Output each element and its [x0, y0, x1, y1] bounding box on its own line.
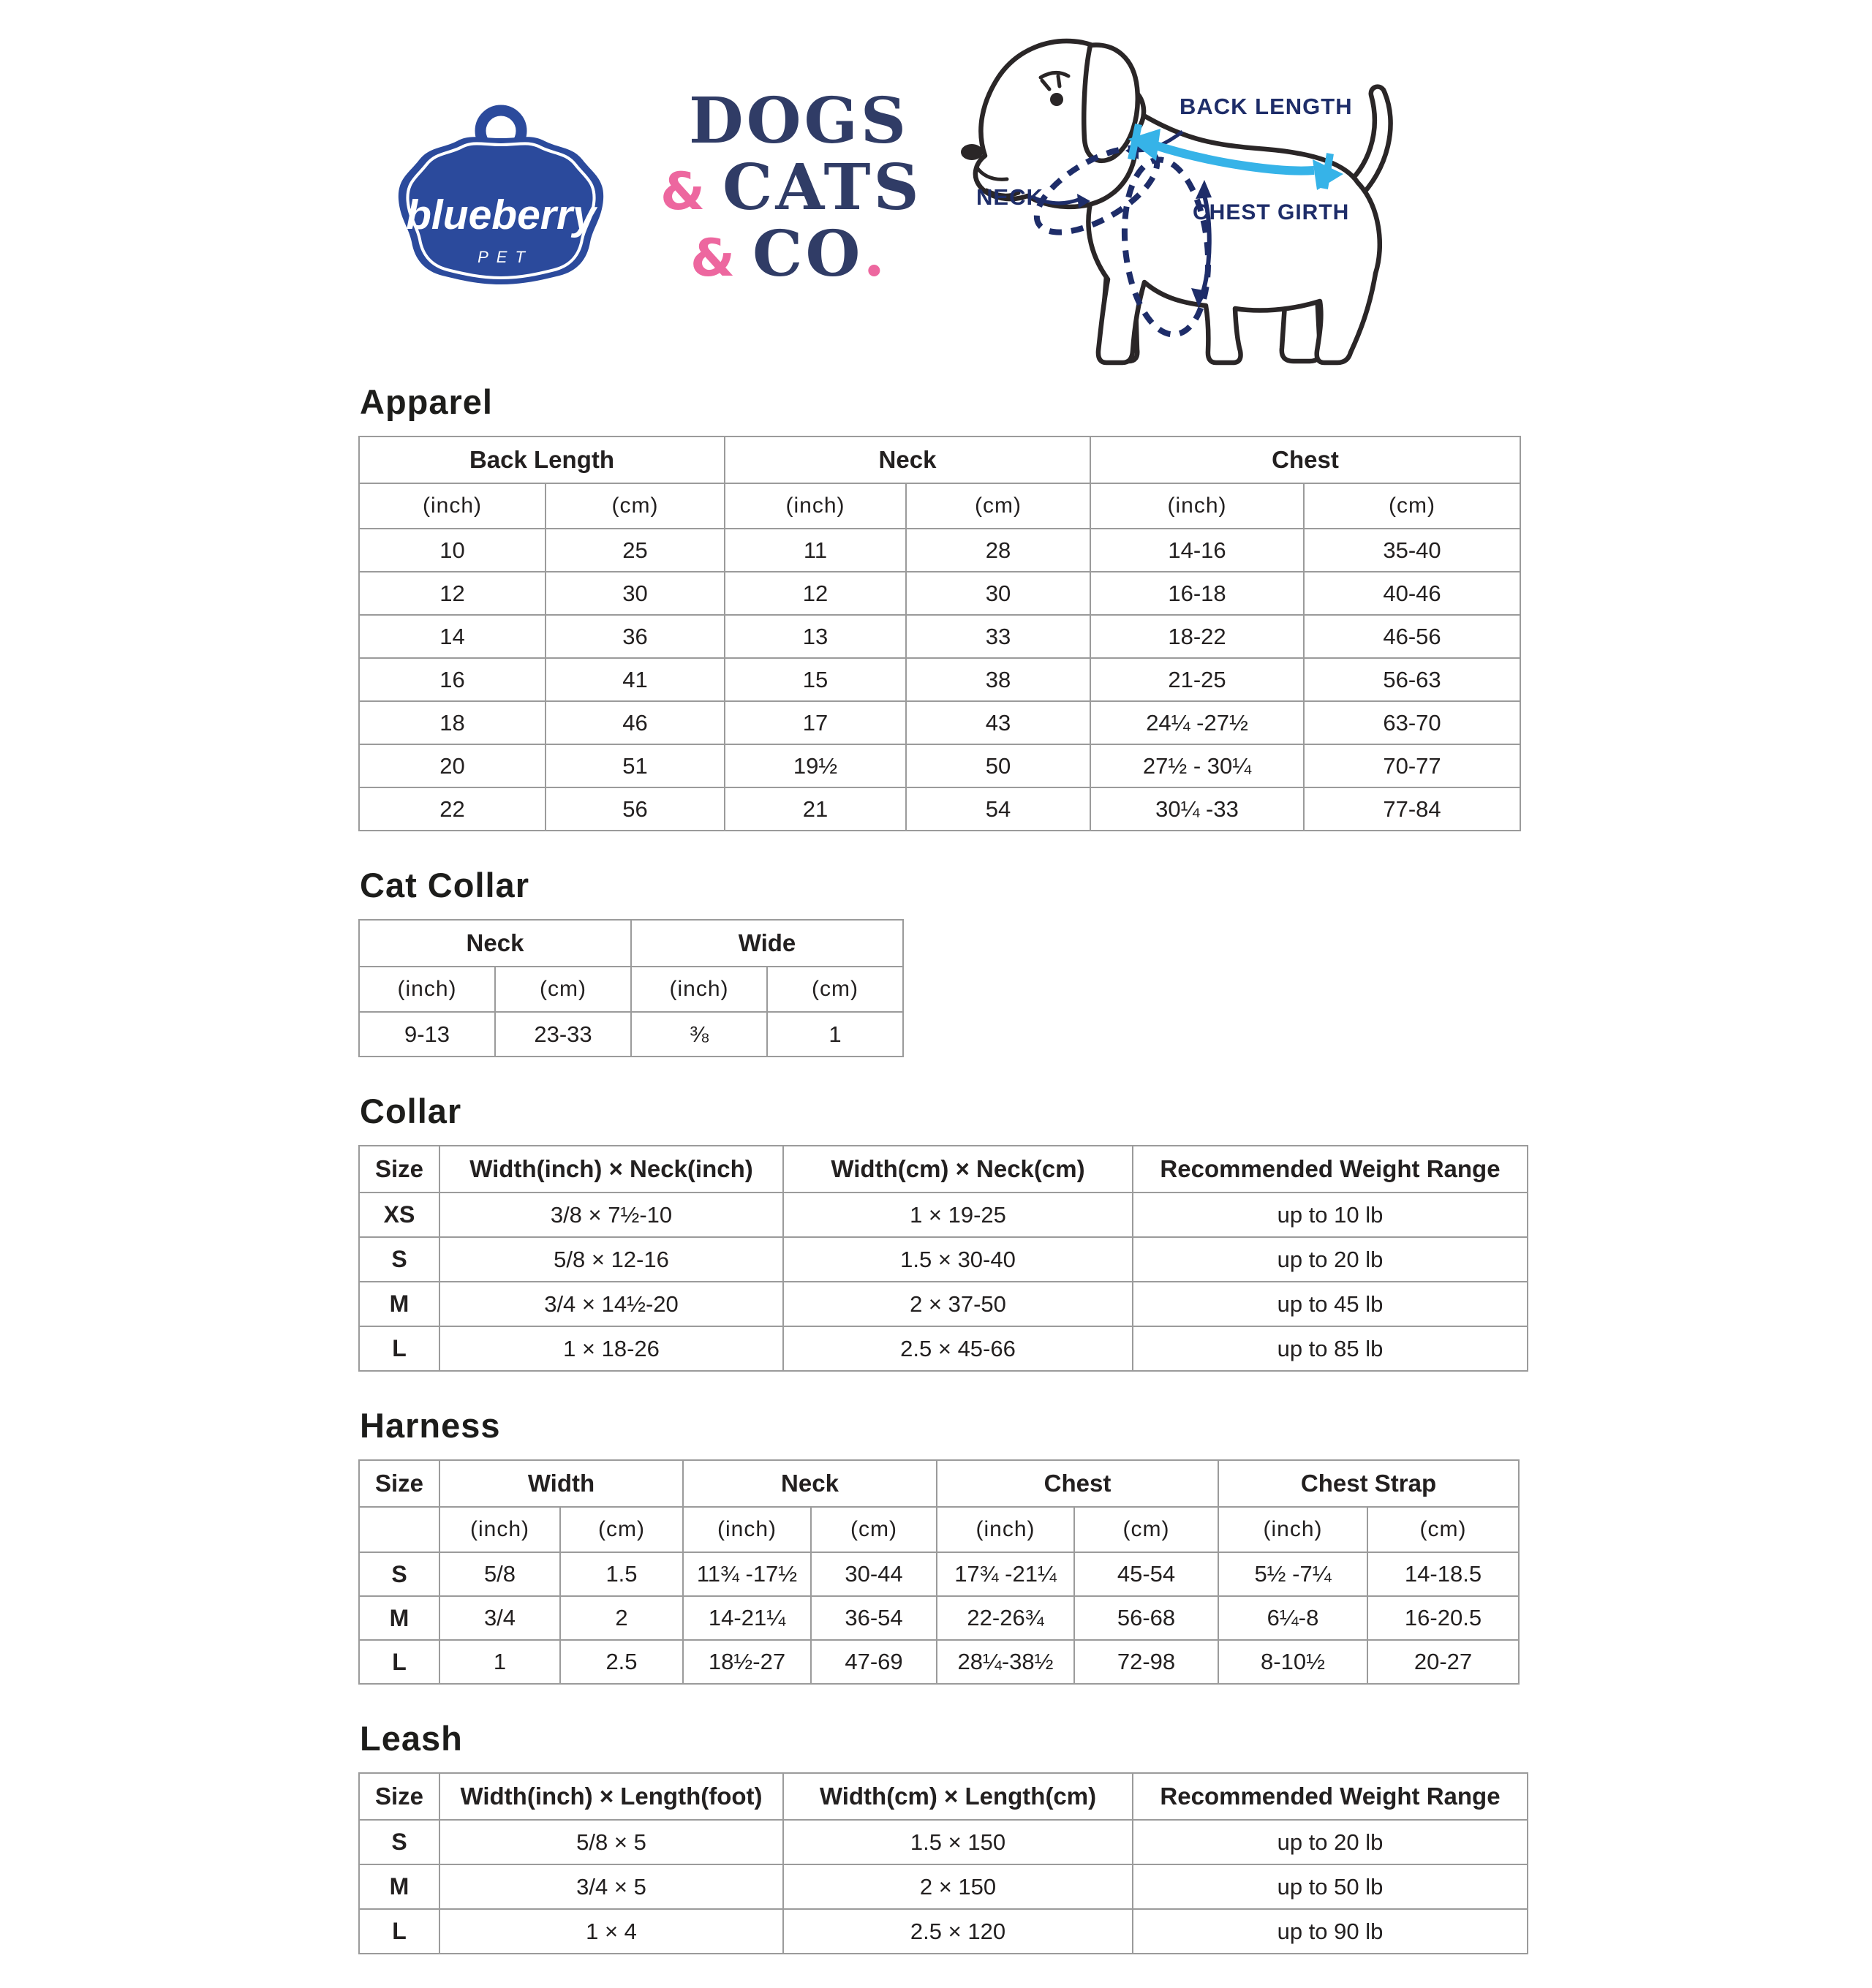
- table-cell: L: [359, 1909, 439, 1954]
- table-units-row: [359, 1507, 1519, 1552]
- table-cell: 17: [725, 701, 906, 744]
- table-cell: 20-27: [1367, 1640, 1519, 1684]
- harness-table-head: [359, 1460, 1519, 1552]
- table-cell: 1 × 19-25: [783, 1193, 1133, 1237]
- table-cell: 46-56: [1304, 615, 1520, 658]
- collar-title: Collar: [360, 1092, 462, 1130]
- table-units-row: [359, 967, 903, 1012]
- table-cell: 17¾ -21¼: [937, 1552, 1074, 1596]
- table-cell: up to 45 lb: [1133, 1282, 1528, 1326]
- leash-table-body: [359, 1820, 1528, 1954]
- column-header-size: Size: [359, 1773, 439, 1820]
- table-cell: 50: [906, 744, 1090, 787]
- table-cell: 18-22: [1090, 615, 1304, 658]
- column-group-neck: Neck: [725, 436, 1090, 483]
- table-cell: 20: [359, 744, 546, 787]
- blueberry-pet-logo: [384, 97, 618, 295]
- unit-cell: (cm): [1367, 1507, 1519, 1552]
- table-cell: 40-46: [1304, 572, 1520, 615]
- table-cell: 3/4: [439, 1596, 560, 1640]
- leash-title: Leash: [360, 1719, 463, 1758]
- table-cell: 3/8 × 7½-10: [439, 1193, 783, 1237]
- table-cell: 18: [359, 701, 546, 744]
- table-cell: M: [359, 1596, 439, 1640]
- unit-cell: (inch): [683, 1507, 811, 1552]
- column-header-width-neck-cm: Width(cm) × Neck(cm): [783, 1146, 1133, 1193]
- table-cell: up to 20 lb: [1133, 1820, 1528, 1864]
- unit-cell: (cm): [546, 483, 725, 529]
- table-cell: 5/8 × 12-16: [439, 1237, 783, 1282]
- table-cell: 3/4 × 14½-20: [439, 1282, 783, 1326]
- table-cell: 63-70: [1304, 701, 1520, 744]
- table-cell: 56: [546, 787, 725, 831]
- ampersand-heart-icon: &: [690, 228, 736, 288]
- table-units-row: [359, 483, 1520, 529]
- logo-word-co: CO: [752, 217, 864, 291]
- logo-line-2: [660, 151, 922, 224]
- table-cell: up to 10 lb: [1133, 1193, 1528, 1237]
- table-cell: up to 85 lb: [1133, 1326, 1528, 1371]
- table-row: [359, 701, 1520, 744]
- table-cell: 72-98: [1074, 1640, 1218, 1684]
- table-cell: 21-25: [1090, 658, 1304, 701]
- table-cell: 2.5 × 45-66: [783, 1326, 1133, 1371]
- label-chest-girth: CHEST GIRTH: [1193, 200, 1350, 224]
- table-cell: 30-44: [811, 1552, 937, 1596]
- column-group-wide: Wide: [631, 920, 903, 967]
- table-cell: 14: [359, 615, 546, 658]
- table-cell: 3/4 × 5: [439, 1864, 783, 1909]
- leash-table: [358, 1772, 1528, 1954]
- column-header-width-length-cm: Width(cm) × Length(cm): [783, 1773, 1133, 1820]
- table-cell: 27½ - 30¼: [1090, 744, 1304, 787]
- table-cell: 45-54: [1074, 1552, 1218, 1596]
- table-cell: 2: [560, 1596, 683, 1640]
- table-cell: 16-18: [1090, 572, 1304, 615]
- table-cell: 47-69: [811, 1640, 937, 1684]
- leash-table-head: [359, 1773, 1528, 1820]
- table-cell: 1: [767, 1012, 903, 1057]
- column-header-weight-range: Recommended Weight Range: [1133, 1773, 1528, 1820]
- table-cell: L: [359, 1326, 439, 1371]
- table-cell: 5/8: [439, 1552, 560, 1596]
- cat-collar-table-body: [359, 1012, 903, 1057]
- table-cell: 9-13: [359, 1012, 495, 1057]
- table-cell: 30: [906, 572, 1090, 615]
- table-cell: 77-84: [1304, 787, 1520, 831]
- table-row: [359, 1552, 1519, 1596]
- table-cell: 2 × 37-50: [783, 1282, 1133, 1326]
- table-cell: 14-16: [1090, 529, 1304, 572]
- unit-cell: (cm): [1304, 483, 1520, 529]
- collar-table-head: [359, 1146, 1528, 1193]
- collar-table-body: [359, 1193, 1528, 1371]
- unit-cell: (cm): [560, 1507, 683, 1552]
- table-cell: 46: [546, 701, 725, 744]
- logo-line-3: [660, 217, 922, 291]
- table-row: [359, 658, 1520, 701]
- column-group-neck: Neck: [683, 1460, 937, 1507]
- apparel-table-head: [359, 436, 1520, 529]
- table-cell: S: [359, 1820, 439, 1864]
- collar-table: [358, 1145, 1528, 1372]
- table-row: [359, 1326, 1528, 1371]
- table-row: [359, 1864, 1528, 1909]
- table-cell: 11: [725, 529, 906, 572]
- table-cell: 41: [546, 658, 725, 701]
- table-cell: 14-18.5: [1367, 1552, 1519, 1596]
- unit-cell: (inch): [937, 1507, 1074, 1552]
- unit-cell: (cm): [495, 967, 631, 1012]
- table-cell: 1 × 18-26: [439, 1326, 783, 1371]
- table-cell: 5½ -7¼: [1218, 1552, 1367, 1596]
- table-cell: 30: [546, 572, 725, 615]
- table-cell: 56-63: [1304, 658, 1520, 701]
- table-cell: 22-26¾: [937, 1596, 1074, 1640]
- table-cell: 30¼ -33: [1090, 787, 1304, 831]
- table-cell: 43: [906, 701, 1090, 744]
- unit-cell: (cm): [906, 483, 1090, 529]
- table-cell: 12: [725, 572, 906, 615]
- table-row: [359, 1012, 903, 1057]
- apparel-table-body: [359, 529, 1520, 831]
- table-cell: 1: [439, 1640, 560, 1684]
- table-row: [359, 1820, 1528, 1864]
- table-cell: ⅜: [631, 1012, 767, 1057]
- table-cell: 33: [906, 615, 1090, 658]
- apparel-title: Apparel: [360, 382, 493, 421]
- label-neck: NECK: [976, 184, 1043, 210]
- table-group-header-row: [359, 1460, 1519, 1507]
- table-cell: 6¼-8: [1218, 1596, 1367, 1640]
- label-back-length: BACK LENGTH: [1180, 94, 1353, 119]
- column-group-chest-strap: Chest Strap: [1218, 1460, 1519, 1507]
- blueberry-pet-label: PET: [478, 248, 533, 266]
- table-header-row: [359, 1146, 1528, 1193]
- table-cell: S: [359, 1552, 439, 1596]
- table-cell: 16: [359, 658, 546, 701]
- size-tables: [358, 382, 1536, 1988]
- table-cell: 28: [906, 529, 1090, 572]
- table-group-header-row: [359, 920, 903, 967]
- table-cell: up to 20 lb: [1133, 1237, 1528, 1282]
- table-cell: 16-20.5: [1367, 1596, 1519, 1640]
- table-row: [359, 1193, 1528, 1237]
- dog-measurement-diagram: [947, 20, 1444, 386]
- table-cell: S: [359, 1237, 439, 1282]
- column-group-chest: Chest: [937, 1460, 1218, 1507]
- unit-cell: (inch): [1218, 1507, 1367, 1552]
- column-group-back-length: Back Length: [359, 436, 725, 483]
- table-cell: 19½: [725, 744, 906, 787]
- table-cell: 2.5: [560, 1640, 683, 1684]
- table-cell: up to 50 lb: [1133, 1864, 1528, 1909]
- column-group-chest: Chest: [1090, 436, 1520, 483]
- logo-word-dogs: DOGS: [689, 84, 910, 158]
- logo-line-1: [660, 84, 922, 158]
- table-header-row: [359, 1773, 1528, 1820]
- blueberry-wordmark: blueberry: [406, 192, 596, 238]
- table-cell: 15: [725, 658, 906, 701]
- table-cell: 23-33: [495, 1012, 631, 1057]
- table-cell: 11¾ -17½: [683, 1552, 811, 1596]
- harness-table-body: [359, 1552, 1519, 1684]
- table-cell: 2 × 150: [783, 1864, 1133, 1909]
- unit-cell: [359, 1507, 439, 1552]
- cat-collar-title: Cat Collar: [360, 866, 529, 904]
- unit-cell: (inch): [725, 483, 906, 529]
- unit-cell: (inch): [1090, 483, 1304, 529]
- table-cell: 18½-27: [683, 1640, 811, 1684]
- table-cell: 1.5 × 30-40: [783, 1237, 1133, 1282]
- table-cell: 21: [725, 787, 906, 831]
- table-cell: 1.5: [560, 1552, 683, 1596]
- table-row: [359, 615, 1520, 658]
- cat-collar-table: [358, 919, 904, 1057]
- apparel-table: [358, 436, 1521, 831]
- unit-cell: (inch): [359, 483, 546, 529]
- table-cell: 70-77: [1304, 744, 1520, 787]
- dogs-cats-co-logo: [660, 84, 922, 291]
- table-cell: 2.5 × 120: [783, 1909, 1133, 1954]
- unit-cell: (cm): [1074, 1507, 1218, 1552]
- cat-collar-table-head: [359, 920, 903, 1012]
- table-cell: 36: [546, 615, 725, 658]
- table-cell: 28¼-38½: [937, 1640, 1074, 1684]
- table-row: [359, 1909, 1528, 1954]
- table-cell: 38: [906, 658, 1090, 701]
- table-cell: M: [359, 1864, 439, 1909]
- unit-cell: (cm): [767, 967, 903, 1012]
- unit-cell: (cm): [811, 1507, 937, 1552]
- table-cell: 14-21¼: [683, 1596, 811, 1640]
- table-cell: 22: [359, 787, 546, 831]
- table-row: [359, 1237, 1528, 1282]
- table-group-header-row: [359, 436, 1520, 483]
- unit-cell: (inch): [631, 967, 767, 1012]
- table-row: [359, 529, 1520, 572]
- column-header-width-length-inch: Width(inch) × Length(foot): [439, 1773, 783, 1820]
- table-row: [359, 572, 1520, 615]
- table-row: [359, 744, 1520, 787]
- table-cell: L: [359, 1640, 439, 1684]
- table-row: [359, 1640, 1519, 1684]
- logo-period: .: [863, 217, 886, 291]
- table-row: [359, 787, 1520, 831]
- column-group-width: Width: [439, 1460, 683, 1507]
- ampersand-heart-icon: &: [660, 162, 706, 222]
- table-cell: XS: [359, 1193, 439, 1237]
- table-cell: 10: [359, 529, 546, 572]
- table-cell: 24¼ -27½: [1090, 701, 1304, 744]
- table-cell: 8-10½: [1218, 1640, 1367, 1684]
- table-cell: 13: [725, 615, 906, 658]
- unit-cell: (inch): [439, 1507, 560, 1552]
- table-cell: 5/8 × 5: [439, 1820, 783, 1864]
- table-cell: 54: [906, 787, 1090, 831]
- table-cell: 1 × 4: [439, 1909, 783, 1954]
- table-cell: 35-40: [1304, 529, 1520, 572]
- logo-word-cats: CATS: [722, 151, 922, 224]
- table-cell: 36-54: [811, 1596, 937, 1640]
- table-row: [359, 1282, 1528, 1326]
- column-group-neck: Neck: [359, 920, 631, 967]
- table-cell: 1.5 × 150: [783, 1820, 1133, 1864]
- table-cell: 51: [546, 744, 725, 787]
- harness-table: [358, 1459, 1520, 1685]
- column-header-weight-range: Recommended Weight Range: [1133, 1146, 1528, 1193]
- column-header-size: Size: [359, 1460, 439, 1507]
- table-row: [359, 1596, 1519, 1640]
- table-cell: 12: [359, 572, 546, 615]
- table-cell: 25: [546, 529, 725, 572]
- column-header-width-neck-inch: Width(inch) × Neck(inch): [439, 1146, 783, 1193]
- unit-cell: (inch): [359, 967, 495, 1012]
- table-cell: up to 90 lb: [1133, 1909, 1528, 1954]
- table-cell: 56-68: [1074, 1596, 1218, 1640]
- harness-title: Harness: [360, 1406, 501, 1445]
- column-header-size: Size: [359, 1146, 439, 1193]
- table-cell: M: [359, 1282, 439, 1326]
